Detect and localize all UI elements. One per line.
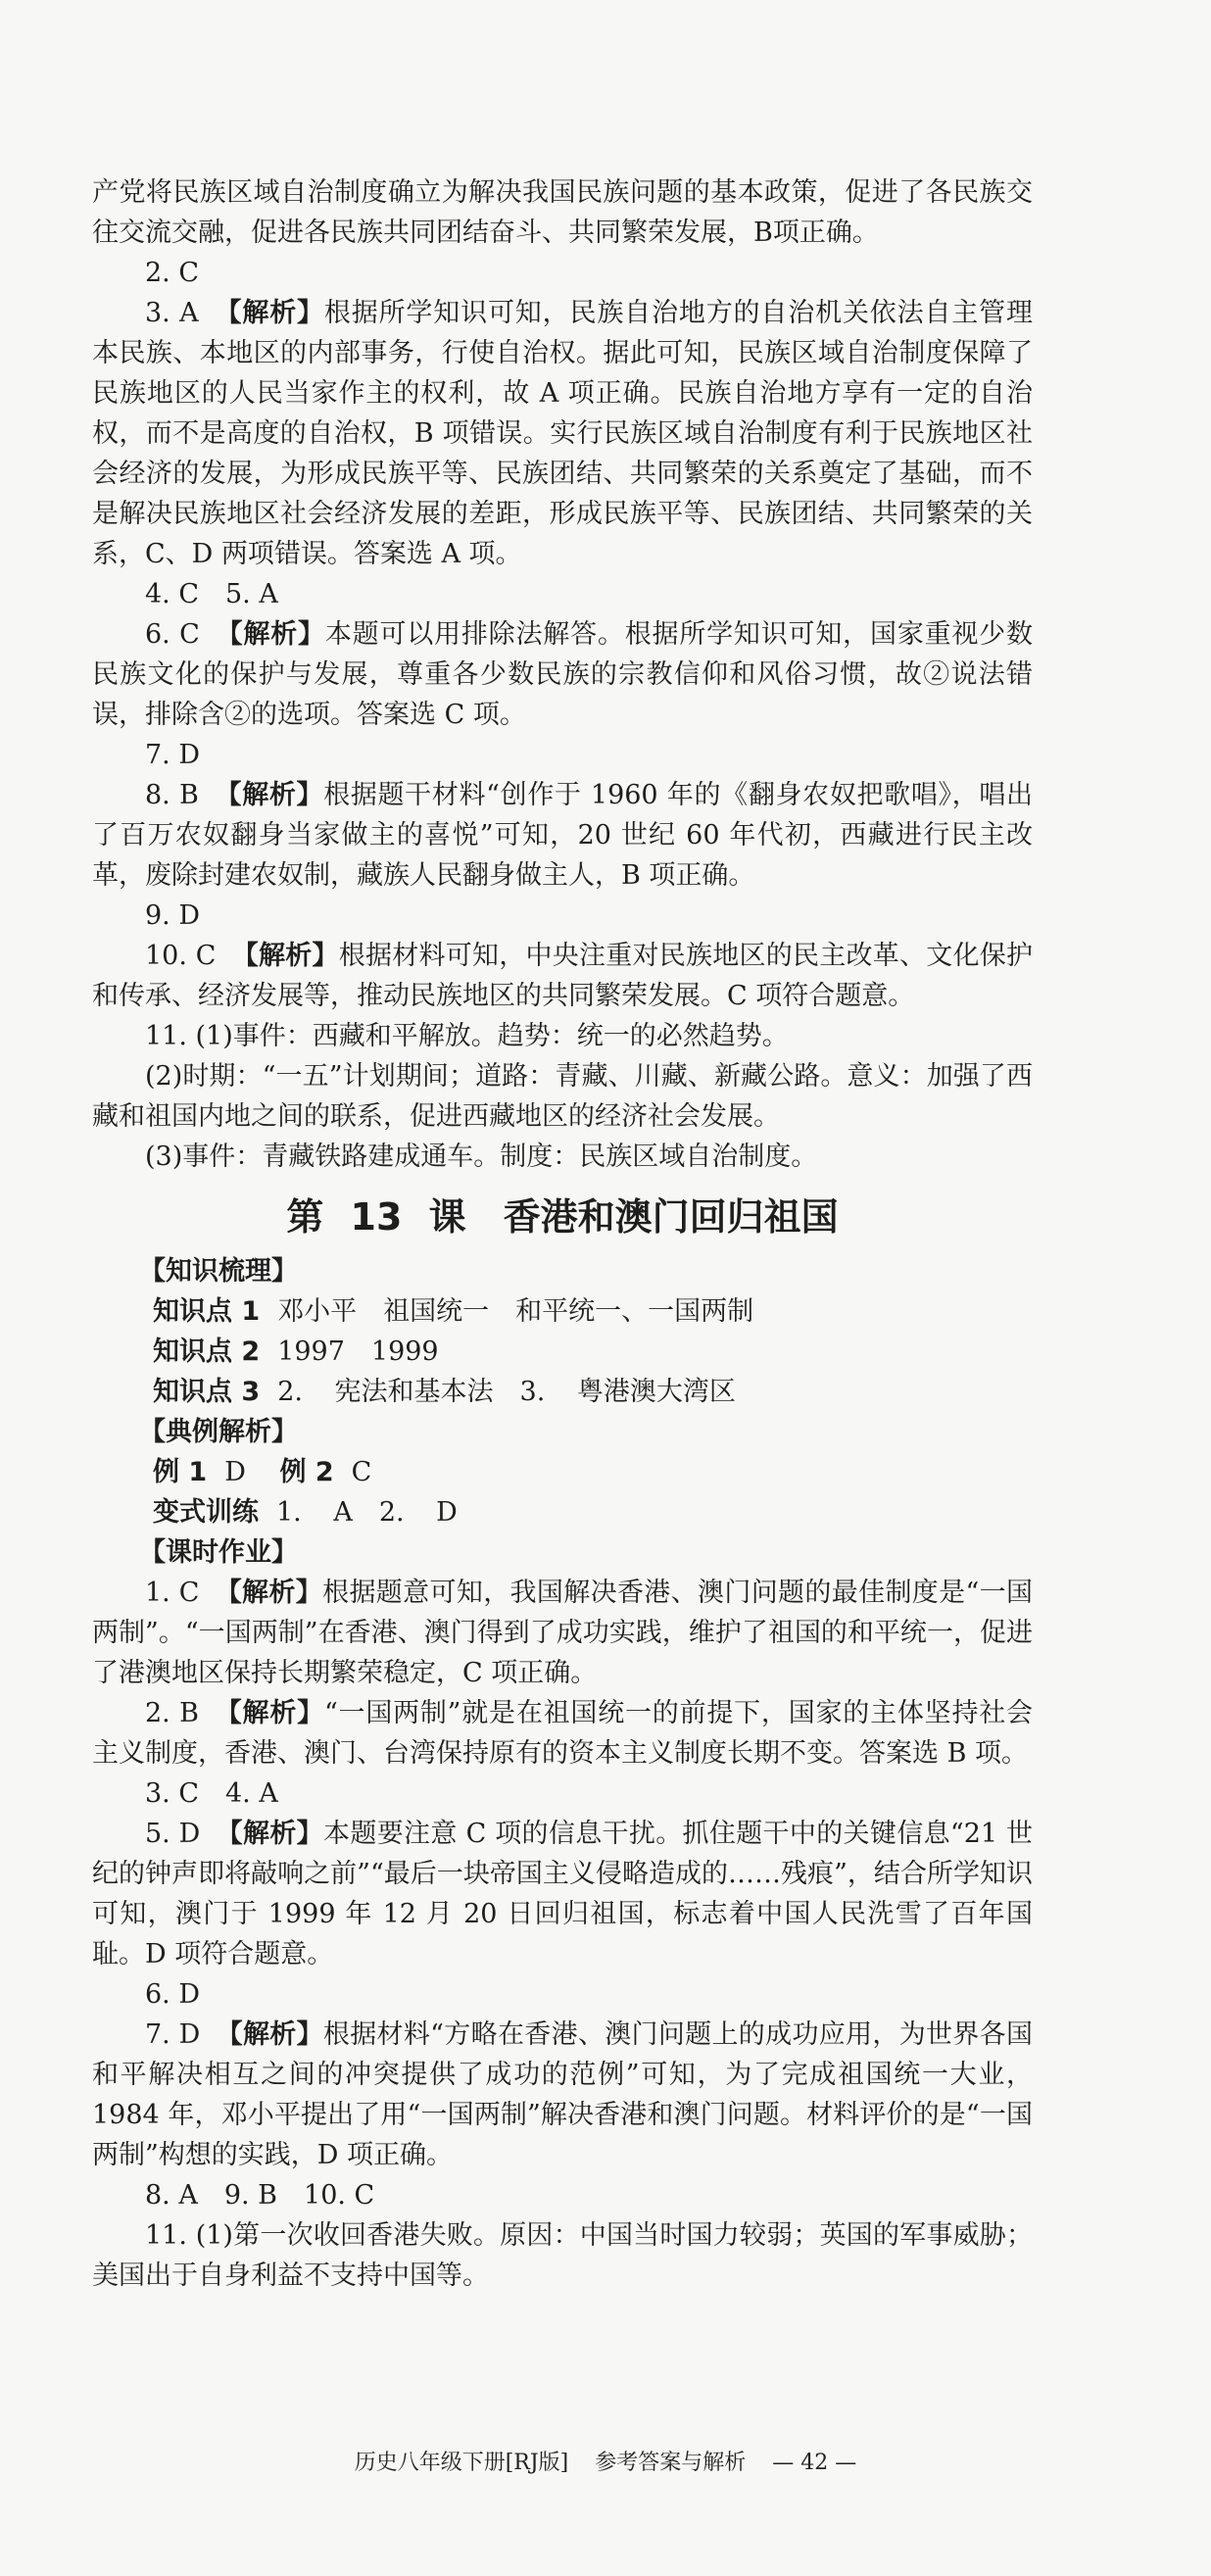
answer-text: 11. (1)第一次收回香港失败。原因：中国当时国力较弱；英国的军事威胁；美国出于自身利益不支持中国等。 xyxy=(92,2220,1033,2291)
example-2-answer: C xyxy=(351,1457,372,1487)
answer-number: 10. C xyxy=(145,941,217,971)
answer-number: 8. B xyxy=(145,780,199,810)
examples-row xyxy=(153,1452,1033,1492)
answer-number: 7. D xyxy=(145,2019,201,2050)
answer-text: 根据题干材料“创作于 1960 年的《翻身农奴把歌唱》，唱出了百万农奴翻身当家做主的喜悦”可知，20 世纪 60 年代初，西藏进行民主改革，废除封建农奴制，藏族人民翻身做主人，B 项正确。 xyxy=(92,780,1034,891)
answer-paragraph xyxy=(92,896,1033,936)
analysis-tag: 【解析】 xyxy=(216,2019,323,2050)
page-content xyxy=(92,172,1033,2296)
answer-text: 11. (1)事件：西藏和平解放。趋势：统一的必然趋势。 xyxy=(145,1021,789,1051)
drill-label: 变式训练 xyxy=(153,1497,259,1528)
answer-text: 9. D xyxy=(145,900,200,931)
footer-page-number: — 42 — xyxy=(772,2451,857,2475)
knowledge-point-row xyxy=(153,1372,1033,1412)
analysis-tag: 【解析】 xyxy=(231,941,339,971)
example-2-label: 例 2 xyxy=(279,1457,334,1487)
answer-text: 根据题意可知，我国解决香港、澳门问题的最佳制度是“一国两制”。“一国两制”在香港、澳门得到了成功实践，维护了祖国的和平统一，促进了港澳地区保持长期繁荣稳定，C 项正确。 xyxy=(92,1578,1033,1688)
answer-number: 3. A xyxy=(145,298,199,328)
knowledge-point-row xyxy=(153,1291,1033,1332)
knowledge-point-row xyxy=(153,1332,1033,1372)
answer-paragraph xyxy=(92,1814,1033,1974)
analysis-tag: 【解析】 xyxy=(216,1819,324,1849)
answer-number: 1. C xyxy=(145,1578,200,1608)
drill-answers: 1. A 2. D xyxy=(276,1497,458,1528)
answers-lesson-13 xyxy=(92,1573,1033,2296)
answer-paragraph xyxy=(92,293,1033,574)
example-1-answer: D xyxy=(224,1457,246,1487)
answer-paragraph xyxy=(92,775,1033,896)
answer-paragraph xyxy=(92,2015,1033,2175)
answer-text: 8. A 9. B 10. C xyxy=(145,2180,375,2211)
examples-heading: 【典例解析】 xyxy=(139,1417,298,1447)
footer-book: 历史八年级下册[RJ版] xyxy=(354,2451,569,2475)
answer-paragraph xyxy=(92,253,1033,293)
analysis-tag: 【解析】 xyxy=(214,1698,324,1728)
answer-paragraph xyxy=(92,614,1033,735)
answer-text: “一国两制”就是在祖国统一的前提下，国家的主体坚持社会主义制度，香港、澳门、台湾保持原有的资本主义制度长期不变。答案选 B 项。 xyxy=(92,1698,1034,1769)
drill-row xyxy=(153,1492,1033,1532)
knowledge-point-label: 知识点 1 xyxy=(153,1296,261,1327)
knowledge-points xyxy=(92,1291,1033,1412)
answer-text: 2. C xyxy=(145,258,200,288)
analysis-tag: 【解析】 xyxy=(215,1578,323,1608)
answer-text: 7. D xyxy=(145,740,200,770)
knowledge-point-label: 知识点 2 xyxy=(153,1337,261,1367)
answer-paragraph xyxy=(92,1573,1033,1693)
knowledge-point-value: 1997 1999 xyxy=(277,1337,439,1367)
answer-text: (3)事件：青藏铁路建成通车。制度：民族区域自治制度。 xyxy=(145,1142,818,1172)
example-1-label: 例 1 xyxy=(153,1457,208,1487)
answer-paragraph xyxy=(92,936,1033,1016)
answer-text: 产党将民族区域自治制度确立为解决我国民族问题的基本政策，促进了各民族交往交流交融，促进各民族共同团结奋斗、共同繁荣发展，B项正确。 xyxy=(92,177,1033,248)
answer-number: 5. D xyxy=(145,1819,201,1849)
answer-paragraph xyxy=(92,1693,1033,1774)
answer-text: 3. C 4. A xyxy=(145,1778,278,1809)
analysis-tag: 【解析】 xyxy=(214,298,324,328)
answer-text: 根据所学知识可知，民族自治地方的自治机关依法自主管理本民族、本地区的内部事务，行使自治权。据此可知，民族区域自治制度保障了民族地区的人民当家作主的权利，故 A 项正确。民族自治地方享有一定的自治权，而不是高度的自治权，B 项错误。实行民族区域自治制度有利于民族地区社会经济的发展，为形成民族平等、民族团结、共同繁荣的关系奠定了基础，而不是解决民族地区社会经济发展的差距，形成民族平等、民族团结、共同繁荣的关系，C、D 两项错误。答案选 A 项。 xyxy=(92,298,1033,569)
page-footer xyxy=(0,2449,1211,2478)
answer-number: 6. C xyxy=(145,619,200,650)
answer-text: 根据材料可知，中央注重对民族地区的民主改革、文化保护和传承、经济发展等，推动民族地区的共同繁荣发展。C 项符合题意。 xyxy=(92,941,1034,1011)
answer-paragraph xyxy=(92,735,1033,775)
analysis-tag: 【解析】 xyxy=(214,780,324,810)
answer-text: 本题要注意 C 项的信息干扰。抓住题干中的关键信息“21 世纪的钟声即将敲响之前”“最后一块帝国主义侵略造成的……残痕”，结合所学知识可知，澳门于 1999 年 12 月 20 日回归祖国，标志着中国人民洗雪了百年国耻。D 项符合题意。 xyxy=(92,1819,1033,1969)
answer-paragraph xyxy=(92,1016,1033,1056)
knowledge-heading: 【知识梳理】 xyxy=(139,1256,298,1287)
answer-text: 6. D xyxy=(145,1979,200,2010)
answer-paragraph xyxy=(92,1974,1033,2015)
answer-text: 本题可以用排除法解答。根据所学知识可知，国家重视少数民族文化的保护与发展，尊重各少数民族的宗教信仰和风俗习惯，故②说法错误，排除含②的选项。答案选 C 项。 xyxy=(92,619,1033,730)
analysis-tag: 【解析】 xyxy=(215,619,325,650)
answer-paragraph xyxy=(92,2175,1033,2215)
answer-paragraph xyxy=(92,172,1033,253)
answer-paragraph xyxy=(92,1056,1033,1137)
answer-text: 4. C 5. A xyxy=(145,579,278,609)
knowledge-point-label: 知识点 3 xyxy=(153,1377,261,1407)
answers-lesson-12 xyxy=(92,172,1033,1177)
knowledge-point-value: 2. 宪法和基本法 3. 粤港澳大湾区 xyxy=(277,1377,736,1407)
footer-section: 参考答案与解析 xyxy=(595,2451,747,2475)
homework-heading: 【课时作业】 xyxy=(139,1537,298,1568)
answer-number: 2. B xyxy=(145,1698,199,1728)
answer-paragraph xyxy=(92,1774,1033,1814)
answer-text: (2)时期：“一五”计划期间；道路：青藏、川藏、新藏公路。意义：加强了西藏和祖国内地之间的联系，促进西藏地区的经济社会发展。 xyxy=(92,1061,1033,1132)
answer-text: 根据材料“方略在香港、澳门问题上的成功应用，为世界各国和平解决相互之间的冲突提供了成功的范例”可知，为了完成祖国统一大业，1984 年，邓小平提出了用“一国两制”解决香港和澳门问题。材料评价的是“一国两制”构想的实践，D 项正确。 xyxy=(92,2019,1033,2170)
answer-paragraph xyxy=(92,2215,1033,2296)
lesson-title: 第 13 课 香港和澳门回归祖国 xyxy=(286,1195,839,1239)
answer-paragraph xyxy=(92,1137,1033,1177)
knowledge-point-value: 邓小平 祖国统一 和平统一、一国两制 xyxy=(277,1296,754,1327)
answer-paragraph xyxy=(92,574,1033,614)
